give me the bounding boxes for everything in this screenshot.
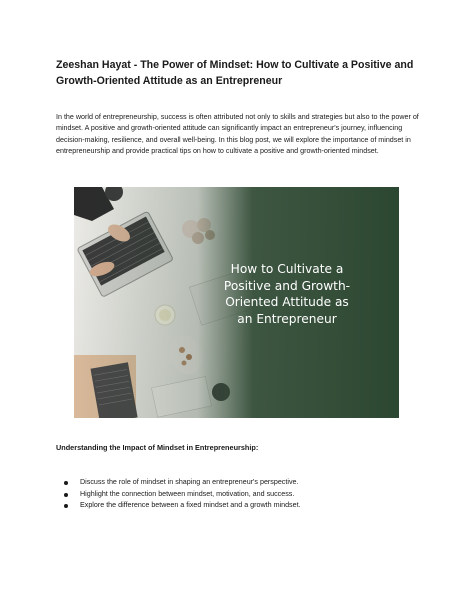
- list-item-text: Highlight the connection between mindset, motivation, and success.: [80, 489, 295, 498]
- list-item: [56, 489, 416, 501]
- intro-paragraph: In the world of entrepreneurship, success is often attributed not only to skills and strategies but also to the power of mindset. A positive and growth-oriented attitude can significantly impact an entrepreneur's journey, influencing decision-making, resilience, and overall well-being. In this blog post, we will explore the importance of mindset in entrepreneurship and provide practical tips on how to cultivate a positive and growth-oriented mindset.: [56, 113, 419, 155]
- list-item-text: Discuss the role of mindset in shaping an entrepreneur's perspective.: [80, 478, 299, 486]
- bullet-icon: [64, 481, 68, 485]
- list-item: [56, 500, 416, 512]
- bullet-icon: [64, 504, 68, 508]
- section-heading: Understanding the Impact of Mindset in Entrepreneurship:: [56, 443, 259, 452]
- bullet-icon: [64, 493, 68, 497]
- hero-image: [74, 187, 399, 418]
- hero-caption: How to Cultivate a Positive and Growth-Oriented Attitude as an Entrepreneur: [223, 262, 351, 326]
- list-item: [56, 477, 416, 489]
- document-title: Zeeshan Hayat - The Power of Mindset: How to Cultivate a Positive and Growth-Oriented Attitude as an Entrepreneur: [56, 59, 414, 87]
- list-item-text: Explore the difference between a fixed mindset and a growth mindset.: [80, 501, 301, 510]
- bullet-list: [56, 477, 416, 512]
